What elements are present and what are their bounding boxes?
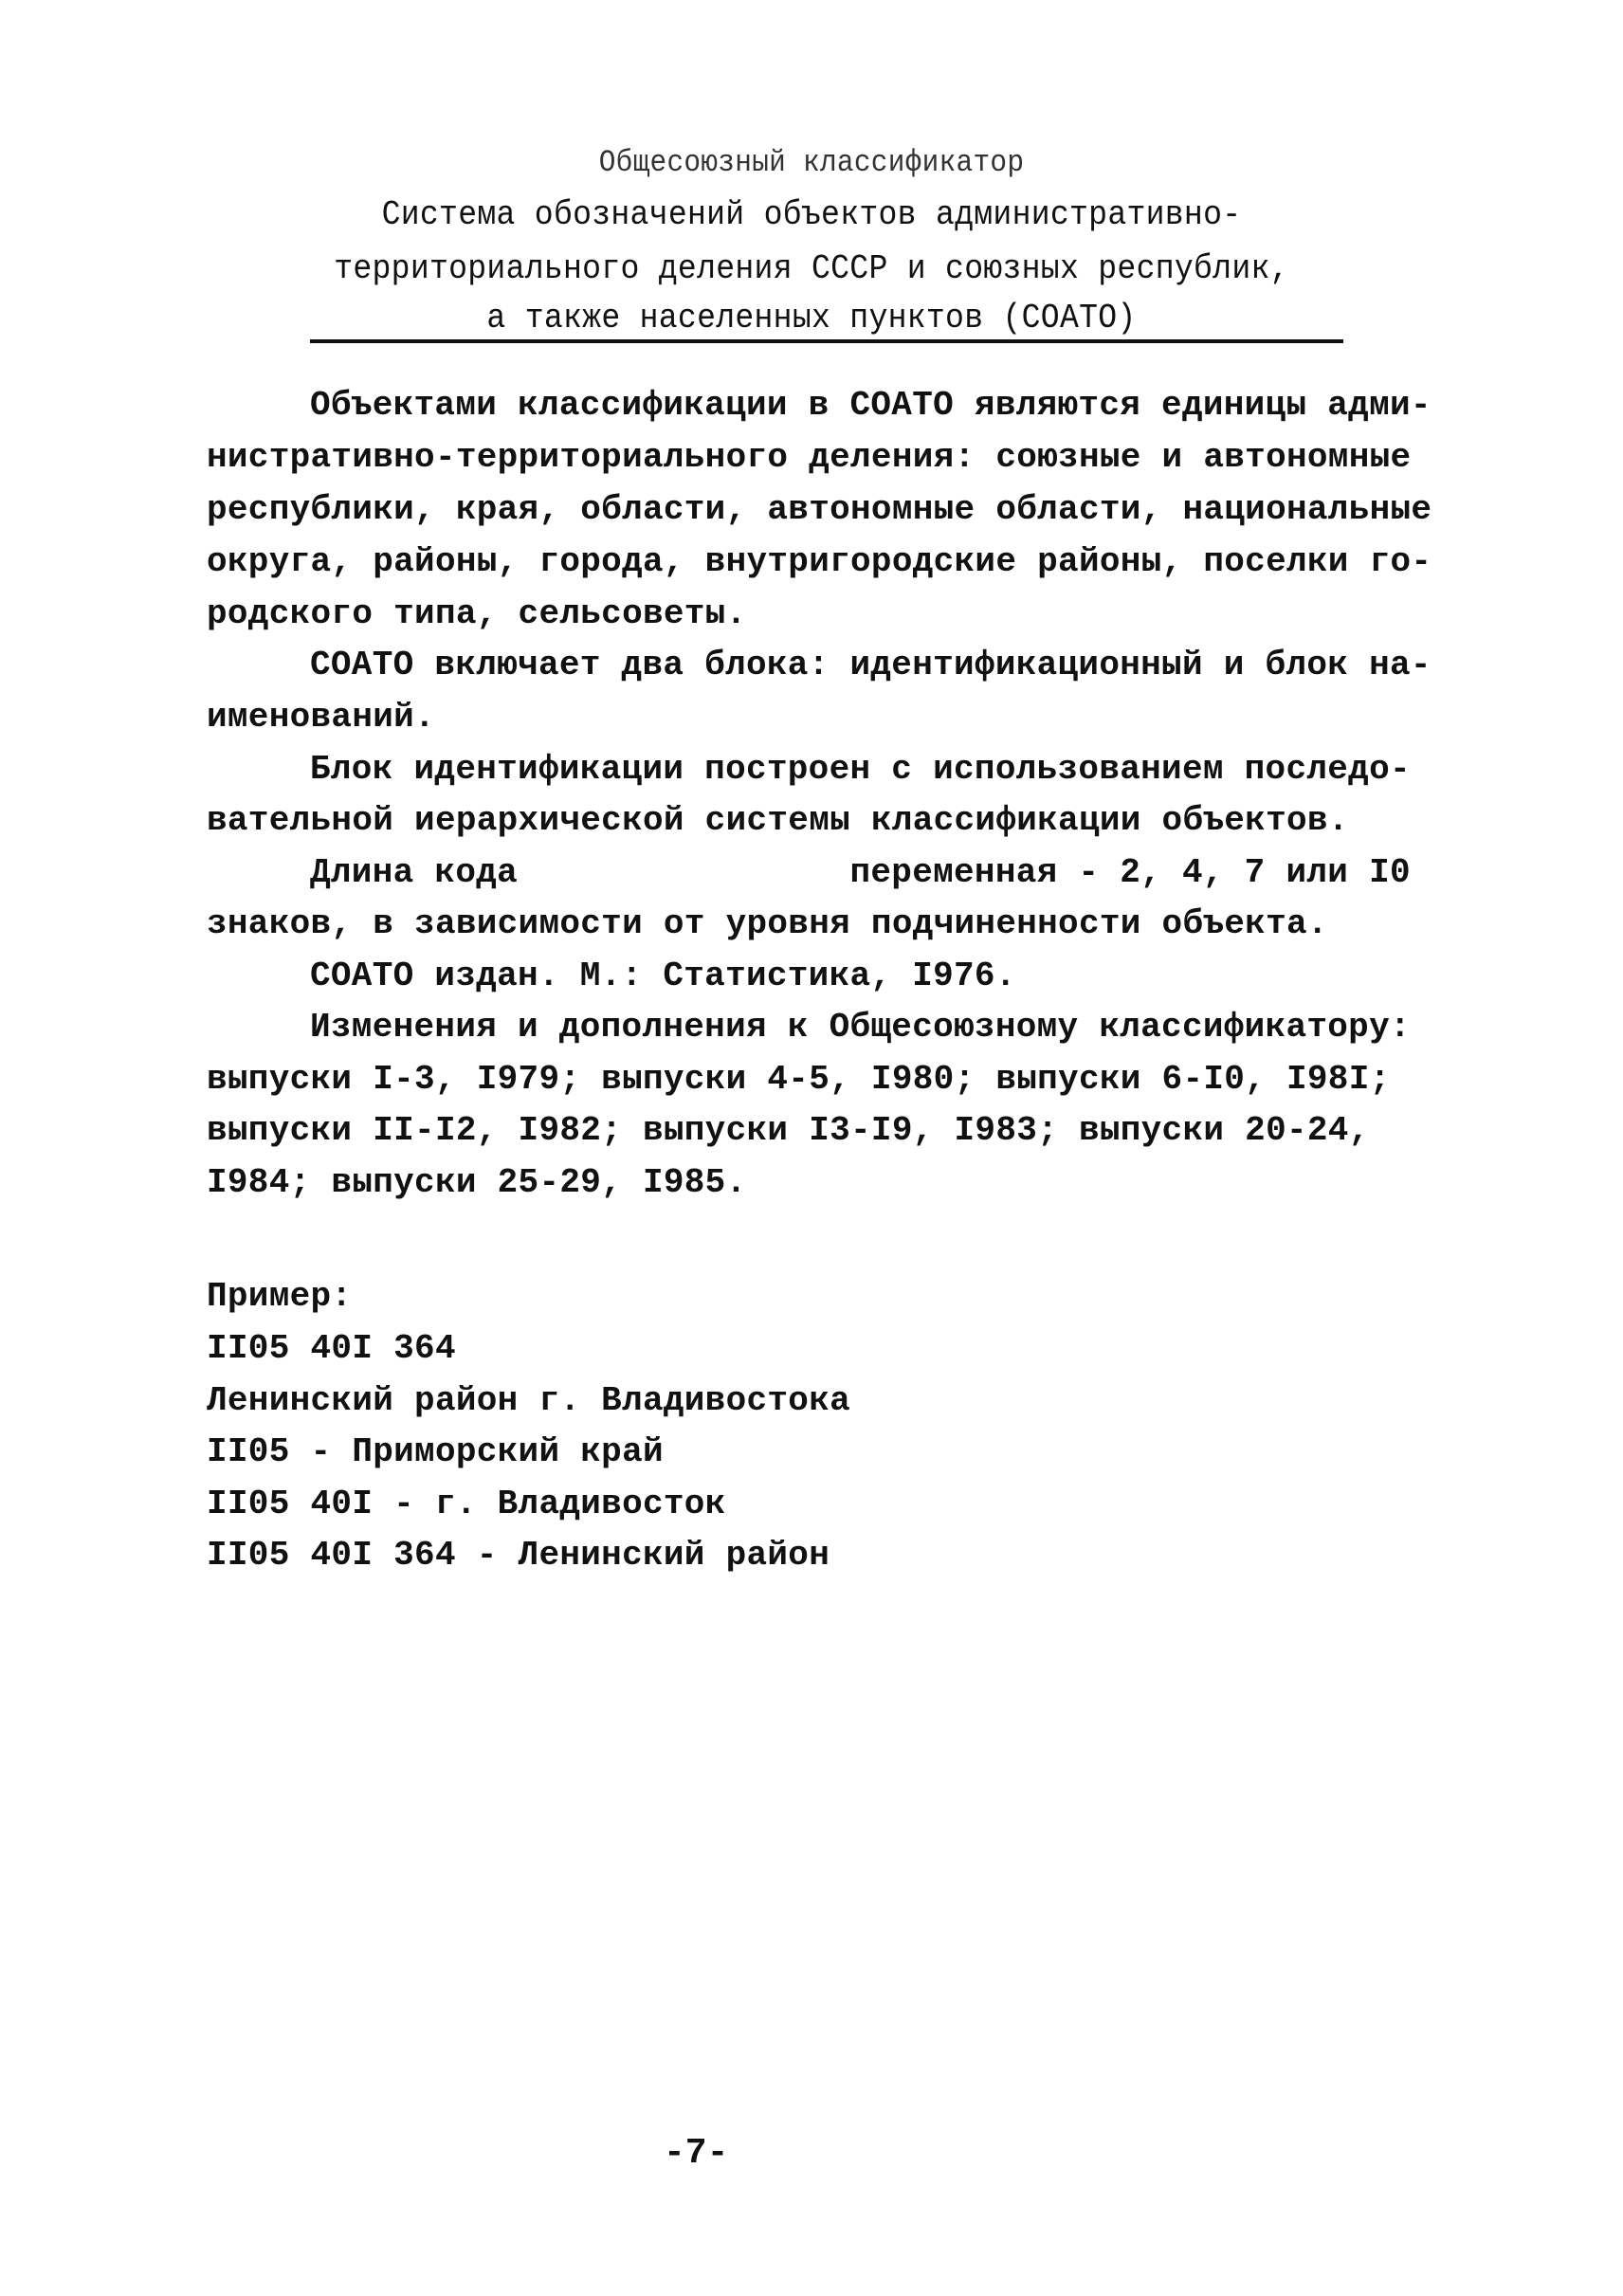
example-label: Пример: [207, 1277, 353, 1316]
page-number: -7- [664, 2133, 729, 2174]
body-line: Объектами классификации в СОАТО являются единицы адми- [310, 386, 1432, 425]
example-line: II05 - Приморский край [207, 1432, 664, 1471]
classifier-label: Общесоюзный классификатор [598, 145, 1025, 180]
body-line: округа, районы, города, внутригородские районы, поселки го- [207, 542, 1432, 581]
example-line: Ленинский район г. Владивостока [207, 1381, 851, 1420]
body-line: именований. [207, 698, 435, 737]
example-line: II05 40I 364 - Ленинский район [207, 1536, 830, 1575]
body-line: выпуски I-3, I979; выпуски 4-5, I980; выпуски 6-I0, I98I; [207, 1060, 1391, 1099]
example-line: II05 40I - г. Владивосток [207, 1485, 726, 1523]
title-line-2: территориального деления СССР и союзных республик, [334, 249, 1289, 288]
body-line: СОАТО издан. М.: Статистика, I976. [310, 957, 1016, 995]
body-line: Длина кода переменная - 2, 4, 7 или I0 [310, 853, 1411, 892]
body-line: СОАТО включает два блока: идентификационный и блок на- [310, 646, 1432, 684]
body-line: выпуски II-I2, I982; выпуски I3-I9, I983; выпуски 20-24, [207, 1111, 1370, 1150]
title-line-1: Система обозначений объектов административно- [381, 195, 1242, 234]
body-line: Блок идентификации построен с использованием последо- [310, 750, 1411, 789]
body-line: республики, края, области, автономные области, национальные [207, 490, 1432, 529]
body-line: вательной иерархической системы классификации объектов. [207, 801, 1349, 840]
body-line: родского типа, сельсоветы. [207, 594, 747, 633]
title-line-3: а также населенных пунктов (СОАТО) [486, 299, 1137, 337]
body-line: I984; выпуски 25-29, I985. [207, 1163, 747, 1202]
example-line: II05 40I 364 [207, 1329, 456, 1368]
body-line: знаков, в зависимости от уровня подчиненности объекта. [207, 904, 1328, 943]
body-line: нистративно-территориального деления: союзные и автономные [207, 438, 1412, 477]
title-underline [310, 339, 1343, 343]
body-line: Изменения и дополнения к Общесоюзному классификатору: [310, 1008, 1411, 1047]
